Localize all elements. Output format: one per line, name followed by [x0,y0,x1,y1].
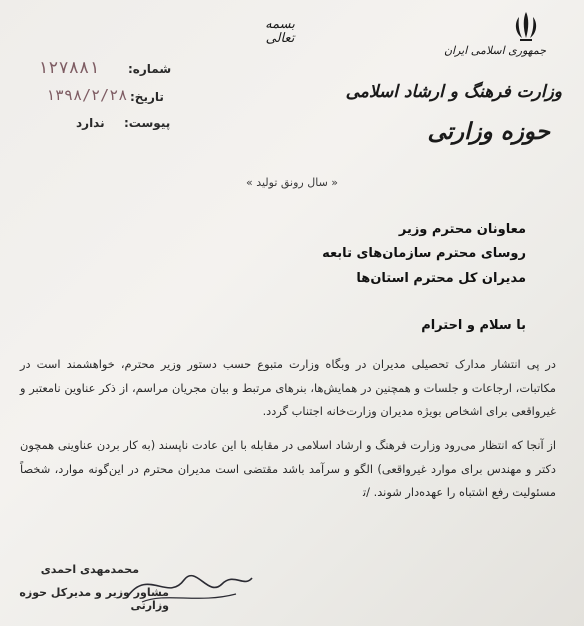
number-label: شماره: [128,62,172,76]
addressee-line: مدیران کل محترم استان‌ها [356,271,526,286]
number-value: ۱۲۷۸۸۱ [38,58,100,78]
attachment-label: پیوست: [124,116,171,130]
signatory-name: محمدمهدی احمدی [40,563,139,576]
ministry-heading: وزارت فرهنگ و ارشاد اسلامی [345,82,562,102]
greeting: با سلام و احترام [421,318,526,333]
body-paragraph: در پی انتشار مدارک تحصیلی مدیران در وبگاه وزارت متبوع حسب دستور وزیر محترم، خواهشمند است در مکاتبات، ارجاعات و جلسات و همچنین در همایش‌ها، بنرهای مرتبط و بیان مجریان مراسم، از ذکر عناوین نامعتبر و غیرواقعی برای اشخاص بویژه مدیران وزارت‌خانه اجتناب گردد. [20,357,556,418]
republic-heading: جمهوری اسلامی ایران [443,44,546,57]
signatory-title: مشاور وزیر و مدیرکل حوزه وزارتی [19,586,169,612]
body-paragraph: از آنجا که انتظار می‌رود وزارت فرهنگ و ارشاد اسلامی در مقابله با این عادت ناپسند (به کار بردن عناوینی همچون دکتر و مهندس برای موارد غیرواقعی) الگو و سرآمد باشد مقتضی است مدیران محترم در این‌گونه موارد، شخصاً مسئولیت رفع اشتباه را عهده‌دار شوند. /ﺗ [20,438,556,499]
addressee-line: روسای محترم سازمان‌های تابعه [322,246,526,261]
invocation: بسمه تعالی [265,17,295,46]
date-label: تاریخ: [130,90,164,104]
iran-emblem-icon [508,8,544,44]
office-heading: حوزه وزارتی [427,118,550,145]
date-value: ۱۳۹۸/۲/۲۸ [46,86,128,104]
attachment-value: ندارد [76,116,105,130]
year-slogan: « سال رونق تولید » [245,176,339,189]
addressee-line: معاونان محترم وزیر [398,222,526,237]
